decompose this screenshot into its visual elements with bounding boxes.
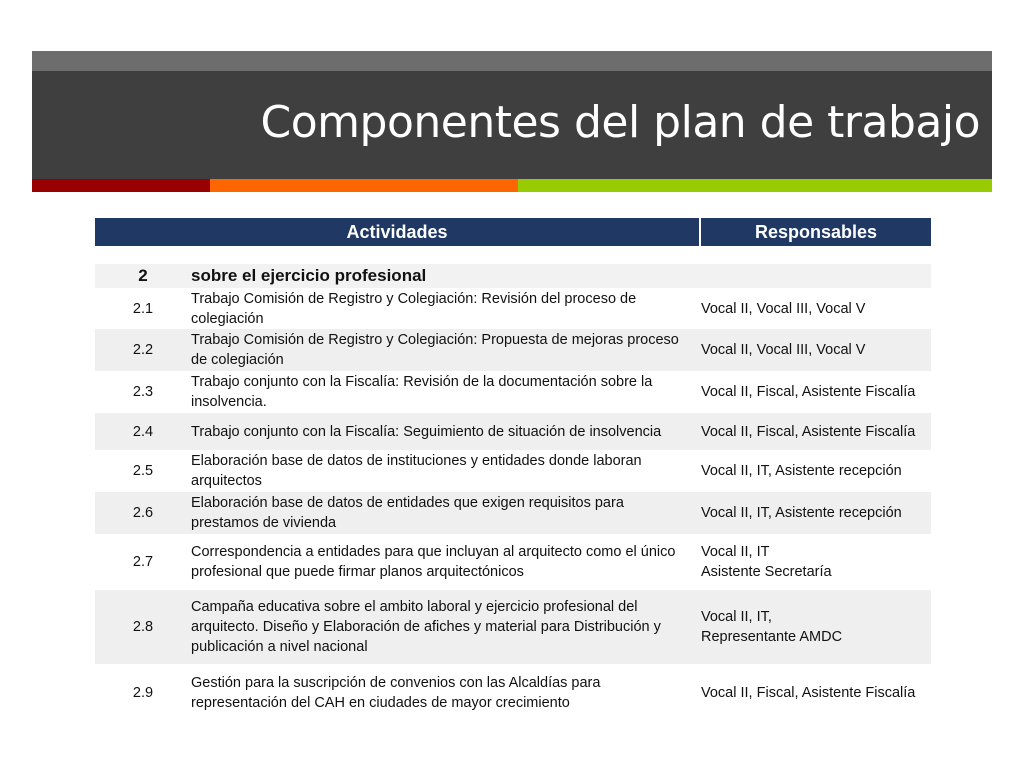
- table-row: [95, 329, 931, 371]
- group-label: sobre el ejercicio profesional: [191, 266, 427, 285]
- table-row: [95, 534, 931, 590]
- table-row: [95, 288, 931, 329]
- header-responsables: Responsables: [701, 218, 931, 246]
- accent-stripe-orange: [210, 179, 518, 192]
- accent-stripe-green: [518, 179, 992, 192]
- row-number: 2.5: [132, 463, 154, 479]
- row-responsables: Vocal II, Fiscal, Asistente Fiscalía: [701, 384, 916, 400]
- row-responsables: Vocal II, Fiscal, Asistente Fiscalía: [701, 423, 916, 440]
- row-number: 2.2: [132, 342, 154, 358]
- row-number: 2.6: [132, 505, 154, 521]
- table-row: [95, 413, 931, 450]
- slide-title: Componentes del plan de trabajo: [260, 97, 980, 148]
- table-row: [95, 450, 931, 492]
- table-row: [95, 492, 931, 534]
- row-responsables: Vocal II, Vocal III, Vocal V: [701, 342, 866, 358]
- row-number: 2.4: [132, 423, 154, 440]
- row-responsables: Vocal II, Vocal III, Vocal V: [701, 300, 866, 317]
- table-header: [95, 218, 931, 246]
- row-activity: Trabajo conjunto con la Fiscalía: Revisión de la documentación sobre la insolvencia.: [191, 374, 653, 410]
- row-number: 2.1: [132, 300, 154, 317]
- header-activities: Actividades: [95, 218, 701, 246]
- table-row: [95, 664, 931, 722]
- row-number: 2.3: [132, 384, 154, 400]
- row-activity: Campaña educativa sobre el ambito laboral y ejercicio profesional del arquitecto. Diseño y Elaboración de afiches y material para Distribución y publicación a nivel nacional: [191, 599, 661, 655]
- row-responsables: Vocal II, Fiscal, Asistente Fiscalía: [701, 685, 916, 701]
- row-number: 2.9: [132, 685, 154, 701]
- row-responsables: Vocal II, IT, Representante AMDC: [701, 609, 843, 645]
- row-responsables: Vocal II, IT Asistente Secretaría: [701, 544, 832, 580]
- row-activity: Gestión para la suscripción de convenios con las Alcaldías para representación del CAH en ciudades de mayor crecimiento: [191, 675, 601, 711]
- row-number: 2.7: [132, 554, 154, 570]
- row-responsables: Vocal II, IT, Asistente recepción: [701, 463, 902, 479]
- group-number: 2: [138, 266, 148, 285]
- row-activity: Elaboración base de datos de entidades que exigen requisitos para prestamos de vivienda: [191, 495, 624, 531]
- accent-stripe-red: [32, 179, 210, 192]
- group-row: [95, 264, 931, 288]
- row-activity: Trabajo Comisión de Registro y Colegiación: Propuesta de mejoras proceso de colegiación: [191, 332, 679, 368]
- row-responsables: Vocal II, IT, Asistente recepción: [701, 505, 902, 521]
- title-bar: [32, 51, 992, 179]
- row-activity: Trabajo conjunto con la Fiscalía: Seguimiento de situación de insolvencia: [191, 423, 662, 440]
- row-activity: Trabajo Comisión de Registro y Colegiación: Revisión del proceso de colegiación: [191, 290, 637, 327]
- row-activity: Elaboración base de datos de instituciones y entidades donde laboran arquitectos: [191, 453, 642, 489]
- table-row: [95, 590, 931, 664]
- row-number: 2.8: [132, 619, 154, 635]
- title-bar-top-band: [32, 51, 992, 71]
- row-activity: Correspondencia a entidades para que incluyan al arquitecto como el único profesional que puede firmar planos arquitectónicos: [191, 544, 676, 580]
- table-row: [95, 371, 931, 413]
- activities-table: [95, 218, 931, 722]
